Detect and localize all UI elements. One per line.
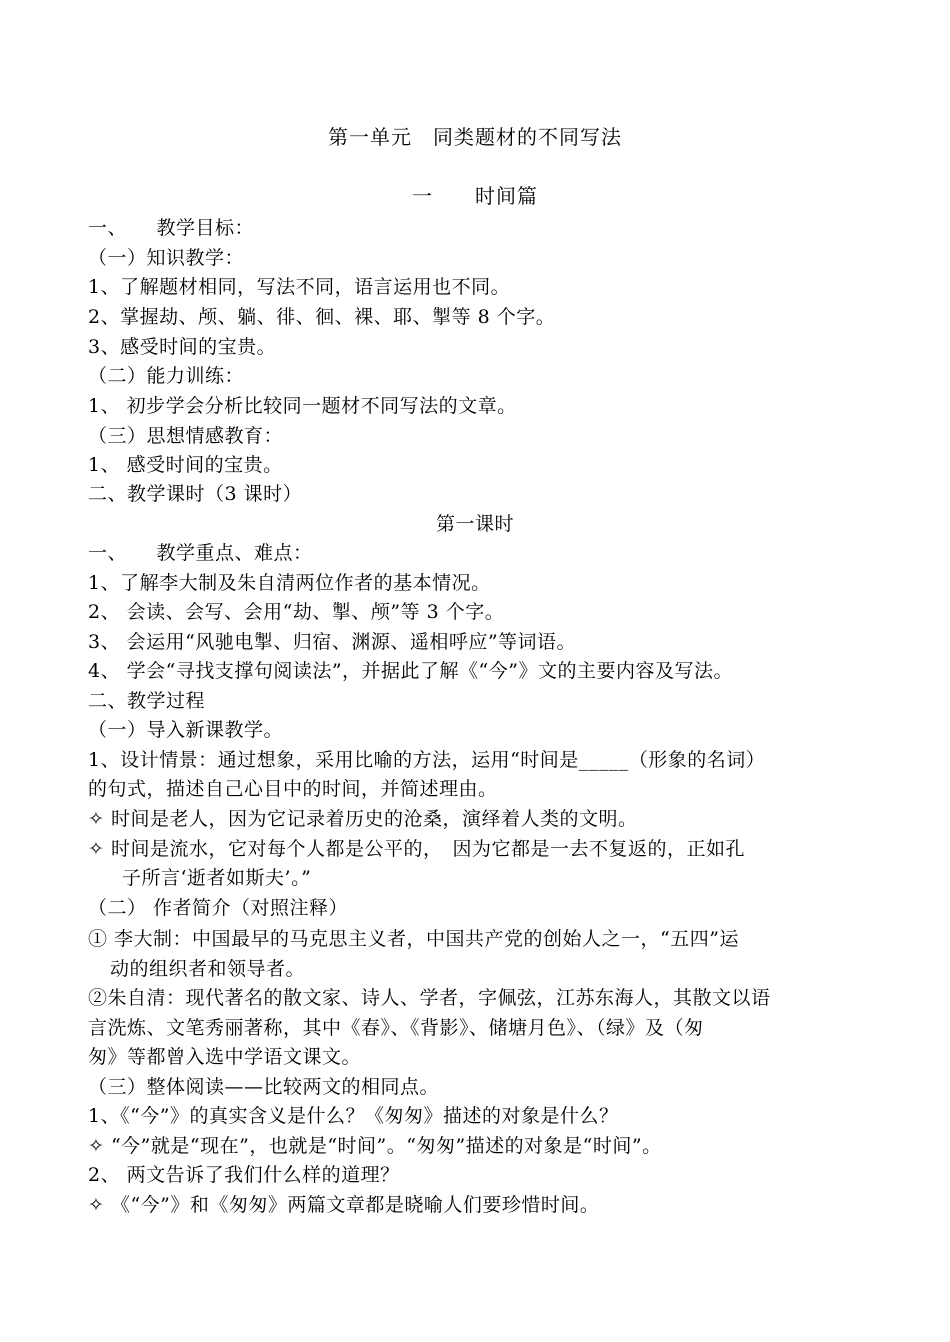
question-item: 1、《“今”》的真实含义是什么？《匆匆》描述的对象是什么？ xyxy=(88,1105,619,1127)
subheading-emotion: （三）思想情感教育： xyxy=(88,425,284,447)
text-line: 3、 会运用“风驰电掣、归宿、渊源、遥相呼应”等词语。 xyxy=(88,631,577,653)
lesson-heading: 第一课时 xyxy=(435,513,514,535)
bullet-item: ✧ 《“今”》和《匆匆》两篇文章都是晓喻人们要珍惜时间。 xyxy=(88,1194,600,1216)
document-title: 第一单元 同类题材的不同写法 xyxy=(328,125,622,149)
text-line: 1、 初步学会分析比较同一题材不同写法的文章。 xyxy=(88,395,517,417)
text-line: 1、设计情景：通过想象，采用比喻的方法，运用“时间是_____（形象的名词） xyxy=(88,749,766,771)
bullet-continuation: 子所言‘逝者如斯夫’。” xyxy=(122,867,312,889)
heading-process: 二、教学过程 xyxy=(88,690,206,712)
text-line: 3、感受时间的宝贵。 xyxy=(88,336,277,358)
subheading-ability: （二）能力训练： xyxy=(88,365,245,387)
heading-key-points: 一、 教学重点、难点： xyxy=(88,542,313,564)
text-line: 2、掌握劫、颅、躺、徘、徊、裸、耶、掣等 8 个字。 xyxy=(88,306,556,328)
text-line: 4、 学会“寻找支撑句阅读法”，并据此了解《“今”》文的主要内容及写法。 xyxy=(88,660,733,682)
bullet-item: ✧ “今”就是“现在”，也就是“时间”。“匆匆”描述的对象是“时间”。 xyxy=(88,1135,662,1157)
text-line: 言洗炼、文笔秀丽著称，其中《春》、《背影》、储塘月色》、（绿》及（匆 xyxy=(88,1017,704,1039)
bullet-item: ✧ 时间是老人，因为它记录着历史的沧桑，演绎着人类的文明。 xyxy=(88,808,638,830)
subheading-intro: （一）导入新课教学。 xyxy=(88,719,284,741)
bullet-item: ✧ 时间是流水，它对每个人都是公平的， 因为它都是一去不复返的，正如孔 xyxy=(88,838,745,860)
author-item: ②朱自清：现代著名的散文家、诗人、学者，字佩弦，江苏东海人，其散文以语 xyxy=(88,987,771,1009)
text-line: 2、 会读、会写、会用“劫、掣、颅”等 3 个字。 xyxy=(88,601,505,623)
text-line: 1、了解李大制及朱自清两位作者的基本情况。 xyxy=(88,572,491,594)
author-continuation: 动的组织者和领导者。 xyxy=(110,958,306,980)
section-subtitle: 一 时间篇 xyxy=(412,184,538,208)
question-item: 2、 两文告诉了我们什么样的道理？ xyxy=(88,1164,400,1186)
text-line: 1、 感受时间的宝贵。 xyxy=(88,454,283,476)
author-item: ① 李大制：中国最早的马克思主义者，中国共产党的创始人之一，“五四”运 xyxy=(88,928,739,950)
text-line: 匆》等都曾入选中学语文课文。 xyxy=(88,1046,362,1068)
subheading-knowledge: （一）知识教学： xyxy=(88,247,245,269)
heading-teaching-goals: 一、 教学目标： xyxy=(88,217,255,239)
heading-lesson-count: 二、教学课时（3 课时） xyxy=(88,483,303,505)
subheading-reading: （三）整体阅读——比较两文的相同点。 xyxy=(88,1076,440,1098)
text-line: 的句式，描述自己心目中的时间，并简述理由。 xyxy=(88,778,498,800)
subheading-author: （二） 作者简介（对照注释） xyxy=(88,897,349,919)
text-line: 1、了解题材相同，写法不同，语言运用也不同。 xyxy=(88,276,511,298)
